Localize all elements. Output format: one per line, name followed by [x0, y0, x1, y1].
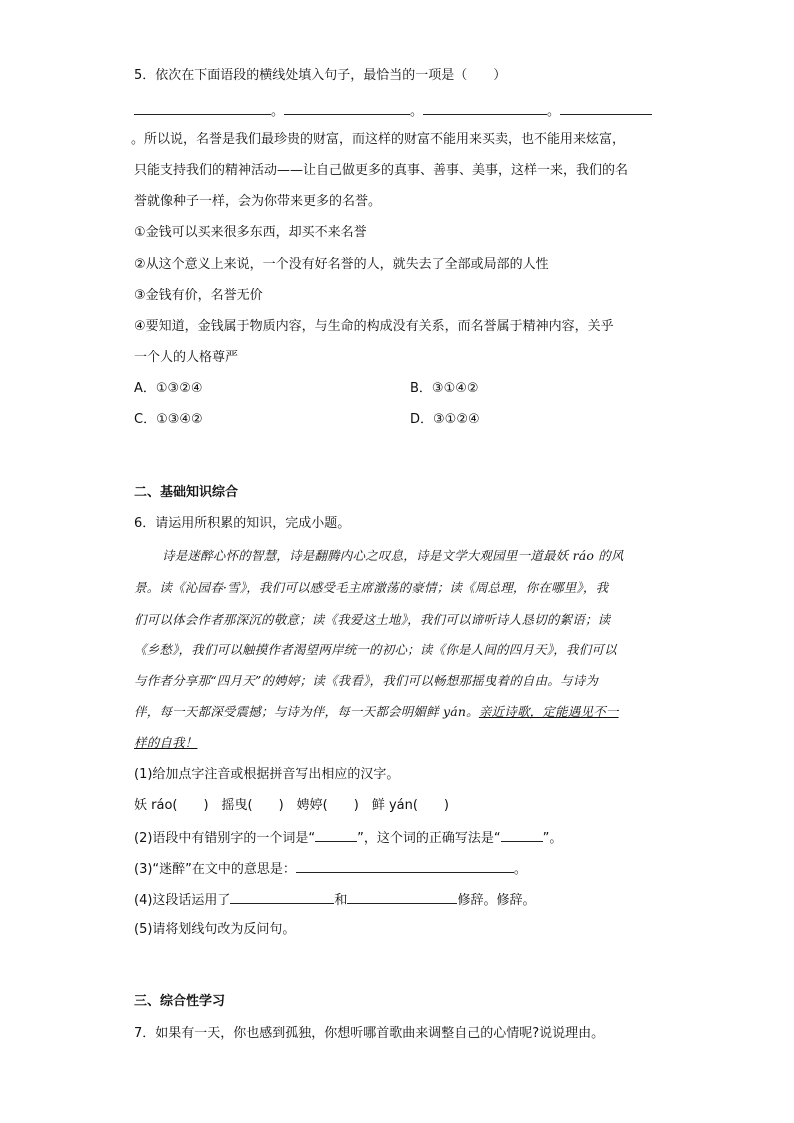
q5-sentence-4a: ④要知道，金钱属于物质内容，与生命的构成没有关系，而名誉属于精神内容，关乎 [134, 319, 614, 334]
passage-line-1: 诗是迷醉心怀的智慧，诗是翻腾内心之叹息，诗是文学大观园里一道最妖 ráo 的风 [162, 548, 624, 563]
underlined-sentence: 亲近诗歌，定能遇见不一 [478, 704, 619, 719]
section-title-2: 二、基础知识综合 [134, 485, 239, 500]
passage-line-5: 与作者分享那“四月天”的娉婷；读《我看》，我们可以畅想那摇曳着的自由。与诗为 [134, 673, 599, 688]
passage-line-3: 们可以体会作者那深沉的敬意；读《我爱这土地》，我们可以谛听诗人恳切的絮语；读 [134, 612, 611, 627]
sub4-text-c: 修辞。修辞。 [457, 893, 536, 908]
rhetoric-blank-2[interactable] [347, 889, 457, 904]
q5-sentence-4b: 一个人的人格尊严 [134, 350, 239, 365]
q5-blank-line [134, 100, 652, 122]
blank-3[interactable] [423, 100, 547, 115]
q6-sub5: (5)请将划线句改为反问句。 [134, 922, 296, 937]
correct-word-blank[interactable] [501, 827, 543, 842]
sub4-text-a: (4)这段话运用了 [134, 893, 231, 908]
wrong-word-blank[interactable] [315, 827, 357, 842]
q7-stem: 7．如果有一天，你也感到孤独，你想听哪首歌曲来调整自己的心情呢?说说理由。 [134, 1026, 605, 1041]
blank-punct: 。 [547, 104, 561, 119]
sub3-text-b: 。 [513, 862, 527, 877]
blank-punct: 。 [410, 104, 424, 119]
blank-2[interactable] [284, 100, 410, 115]
q6-sub2 [134, 827, 562, 849]
q6-sub3 [134, 858, 527, 880]
meaning-blank[interactable] [296, 858, 514, 873]
passage-line-6-text: 伴，每一天都深受震撼；与诗为伴，每一天都会明媚鲜 yán。 [134, 704, 479, 719]
sub2-text-a: (2)语段中有错别字的一个词是“ [134, 831, 316, 846]
q5-sentence-1: ①金钱可以买来很多东西，却买不来名誉 [134, 225, 367, 240]
passage-line-4: 《乡愁》，我们可以触摸作者渴望两岸统一的初心；读《你是人间的四月天》，我们可以 [134, 642, 617, 657]
sub2-text-b: ”，这个词的正确写法是“ [357, 831, 501, 846]
q6-sub4 [134, 889, 535, 911]
option-c[interactable]: C．①③④② [134, 412, 203, 427]
blank-punct: 。 [271, 104, 285, 119]
sub3-text-a: (3)“迷醉”在文中的意思是： [134, 862, 296, 877]
section-title-3: 三、综合性学习 [134, 994, 226, 1009]
q5-sentence-3: ③金钱有价，名誉无价 [134, 288, 263, 303]
q5-para-line1: 。所以说，名誉是我们最珍贵的财富，而这样的财富不能用来买卖，也不能用来炫富， [131, 132, 626, 147]
sub2-text-c: ”。 [542, 831, 563, 846]
option-b[interactable]: B．③①④② [410, 381, 479, 396]
passage-line-2: 景。读《沁园春·雪》，我们可以感受毛主席激荡的豪情；读《周总理，你在哪里》，我 [134, 580, 609, 595]
q6-stem: 6．请运用所积累的知识，完成小题。 [134, 516, 351, 531]
q5-para-line2: 只能支持我们的精神活动——让自己做更多的真事、善事、美事，这样一来，我们的名 [134, 163, 629, 178]
rhetoric-blank-1[interactable] [230, 889, 334, 904]
blank-4[interactable] [560, 100, 652, 115]
option-a[interactable]: A．①③②④ [134, 381, 203, 396]
underlined-sentence-end: 样的自我！ [134, 735, 198, 750]
q6-sub1-items: 妖 ráo( ) 摇曳( ) 娉婷( ) 鲜 yán( ) [134, 798, 450, 813]
sub4-text-b: 和 [334, 893, 348, 908]
q5-sentence-2: ②从这个意义上来说，一个没有好名誉的人，就失去了全部或局部的人性 [134, 257, 549, 272]
blank-1[interactable] [134, 100, 271, 115]
q6-sub1: (1)给加点字注音或根据拼音写出相应的汉字。 [134, 767, 400, 782]
q5-stem: 5．依次在下面语段的横线处填入句子，最恰当的一项是（ ） [134, 68, 507, 83]
option-d[interactable]: D．③①②④ [410, 412, 480, 427]
passage-line-6 [134, 702, 619, 722]
q5-para-line3: 誉就像种子一样，会为你带来更多的名誉。 [134, 194, 382, 209]
